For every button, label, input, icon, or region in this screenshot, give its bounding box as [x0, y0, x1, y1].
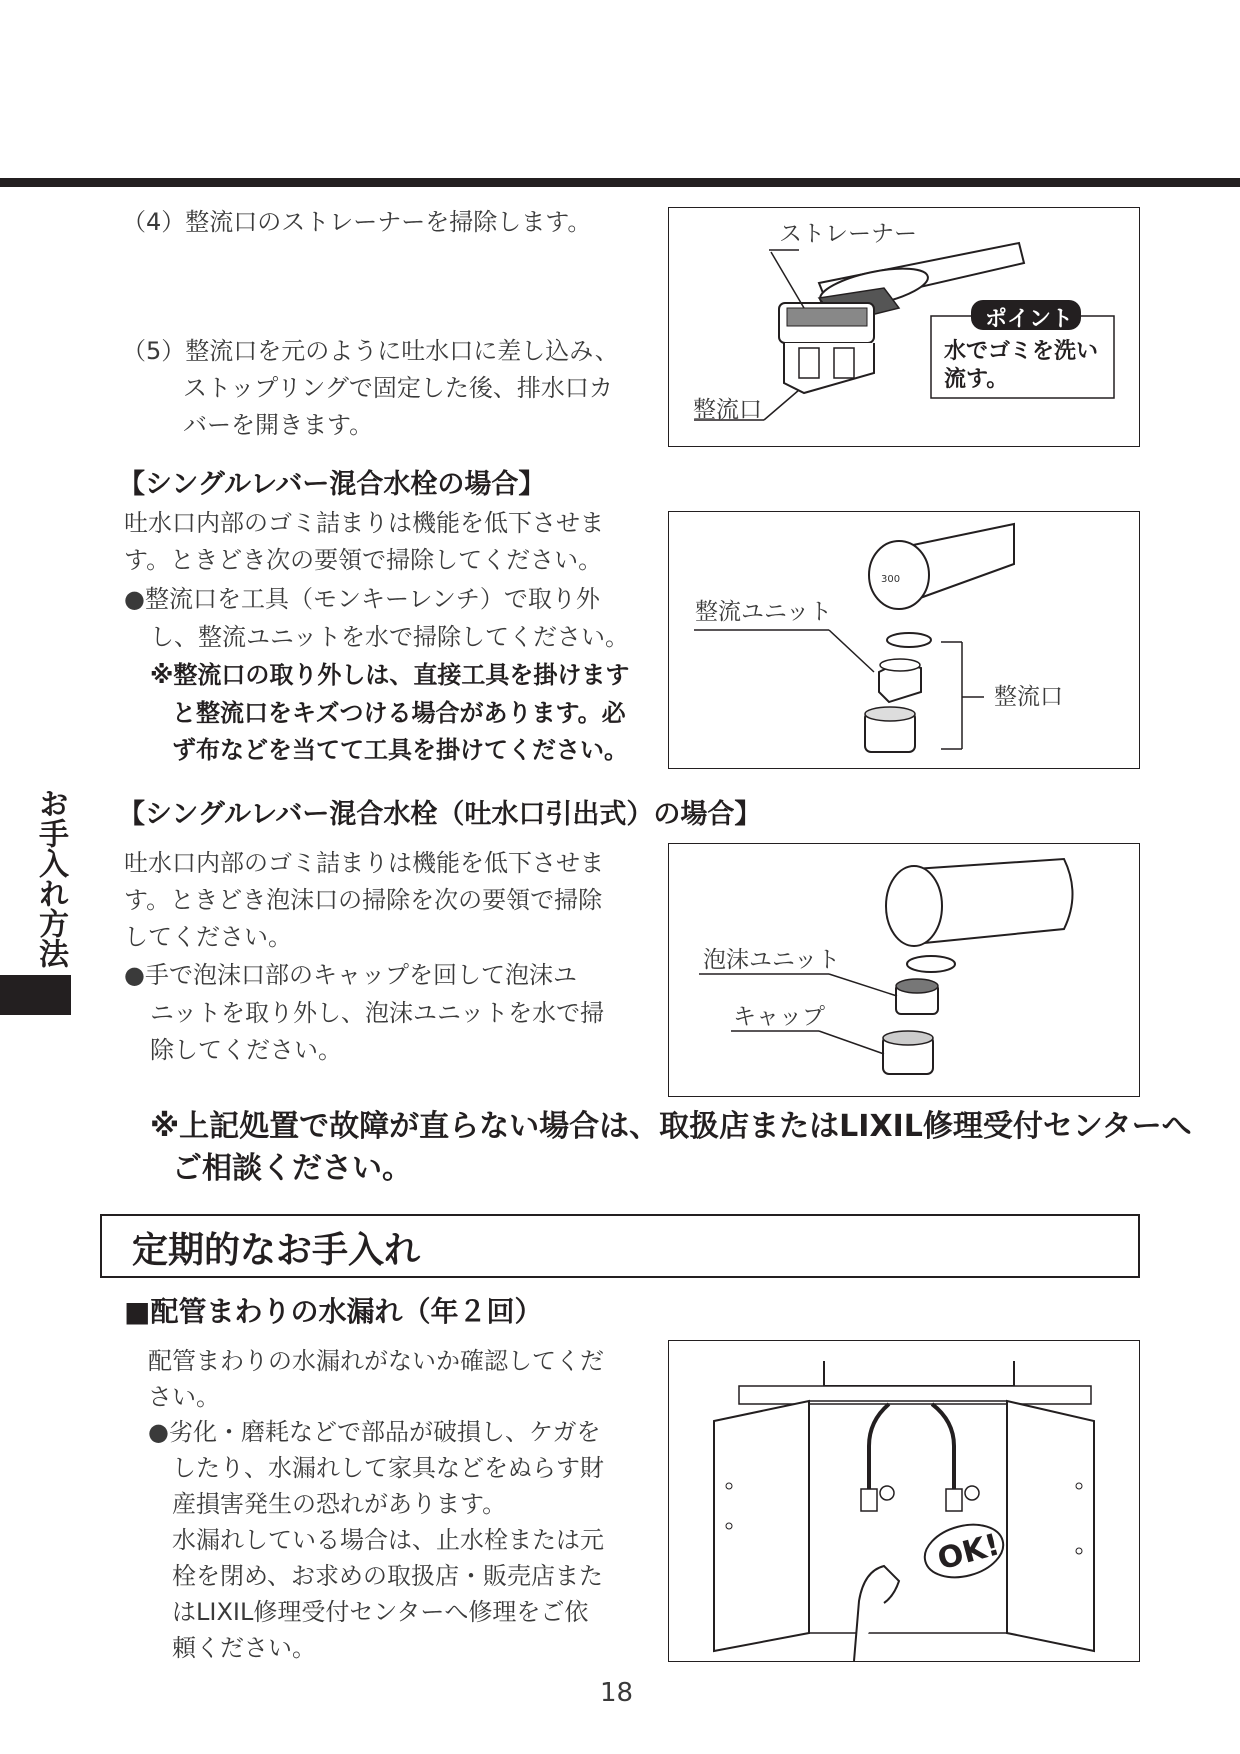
single-lever-heading: 【シングルレバー混合水栓の場合】 — [118, 469, 546, 500]
single-lever-caution-3: ず布などを当てて工具を掛けてください。 — [172, 736, 628, 764]
cabinet-illustration — [669, 1341, 1141, 1663]
pullout-heading: 【シングルレバー混合水栓（吐水口引出式）の場合】 — [118, 799, 762, 830]
pullout-body-3: してください。 — [124, 923, 292, 951]
svg-text:300: 300 — [881, 574, 901, 585]
leak-heading: ■配管まわりの水漏れ（年２回） — [124, 1295, 543, 1328]
single-lever-body-2: す。ときどき次の要領で掃除してください。 — [124, 546, 603, 574]
point-text-1: 水でゴミを洗い — [944, 339, 1099, 364]
seiryu-unit-figure — [668, 511, 1140, 769]
section-title: 定期的なお手入れ — [132, 1230, 421, 1271]
pullout-bullet-3: 除してください。 — [150, 1036, 342, 1064]
foam-unit-figure — [668, 843, 1140, 1097]
ok-label: OK! — [934, 1527, 1004, 1578]
single-lever-caution-1: ※整流口の取り外しは、直接工具を掛けます — [150, 661, 630, 689]
single-lever-caution-2: と整流口をキズつける場合があります。必 — [172, 699, 626, 727]
page-number: 18 — [600, 1678, 634, 1708]
step-5-line-3: バーを開きます。 — [183, 411, 374, 439]
leak-body-1: 配管まわりの水漏れがないか確認してくだ — [148, 1347, 604, 1375]
single-lever-bullet-2: し、整流ユニットを水で掃除してください。 — [150, 623, 630, 651]
step-5-line-2: ストップリングで固定した後、排水口カ — [183, 374, 613, 402]
seiryu-label: 整流口 — [693, 397, 762, 423]
repair-note-1: ※上記処置で故障が直らない場合は、取扱店またはLIXIL修理受付センターへ — [150, 1109, 1192, 1144]
leak-bullet-2: したり、水漏れして家具などをぬらす財 — [172, 1454, 604, 1482]
strainer-cleaning-figure — [668, 207, 1140, 447]
pullout-body-1: 吐水口内部のゴミ詰まりは機能を低下させま — [124, 849, 604, 877]
foam-unit-label: 泡沫ユニット — [703, 947, 841, 973]
leak-bullet-6: はLIXIL修理受付センターへ修理をご依 — [172, 1598, 589, 1626]
single-lever-bullet-1: ●整流口を工具（モンキーレンチ）で取り外 — [124, 585, 600, 613]
pullout-bullet-1: ●手で泡沫口部のキャップを回して泡沫ユ — [124, 961, 577, 989]
top-rule — [0, 178, 1240, 187]
leak-bullet-4: 水漏れしている場合は、止水栓または元 — [172, 1526, 604, 1554]
seiryu-label-2: 整流口 — [994, 684, 1063, 710]
cap-label: キャップ — [733, 1004, 825, 1030]
leak-bullet-1: ●劣化・磨耗などで部品が破損し、ケガを — [148, 1418, 601, 1446]
pullout-body-2: す。ときどき泡沫口の掃除を次の要領で掃除 — [124, 886, 603, 914]
leak-body-2: さい。 — [148, 1383, 220, 1411]
cabinet-figure — [668, 1340, 1140, 1662]
unit-label: 整流ユニット — [695, 599, 833, 625]
point-badge: ポイント — [985, 307, 1074, 332]
step-4: （4）整流口のストレーナーを掃除します。 — [122, 208, 592, 236]
step-5-line-1: （5）整流口を元のように吐水口に差し込み、 — [122, 337, 619, 365]
repair-note-2: ご相談ください。 — [172, 1151, 412, 1186]
point-text-2: 流す。 — [944, 367, 1009, 392]
sidebar-tab — [0, 975, 71, 1015]
leak-bullet-3: 産損害発生の恐れがあります。 — [172, 1490, 507, 1518]
strainer-label: ストレーナー — [779, 221, 917, 247]
leak-bullet-7: 頼ください。 — [172, 1634, 316, 1662]
leak-bullet-5: 栓を閉め、お求めの取扱店・販売店また — [172, 1562, 604, 1590]
seiryu-unit-illustration — [669, 512, 1141, 770]
sidebar-label: お手入れ方法 — [33, 788, 68, 968]
pullout-bullet-2: ニットを取り外し、泡沫ユニットを水で掃 — [150, 999, 605, 1027]
single-lever-body-1: 吐水口内部のゴミ詰まりは機能を低下させま — [124, 509, 604, 537]
